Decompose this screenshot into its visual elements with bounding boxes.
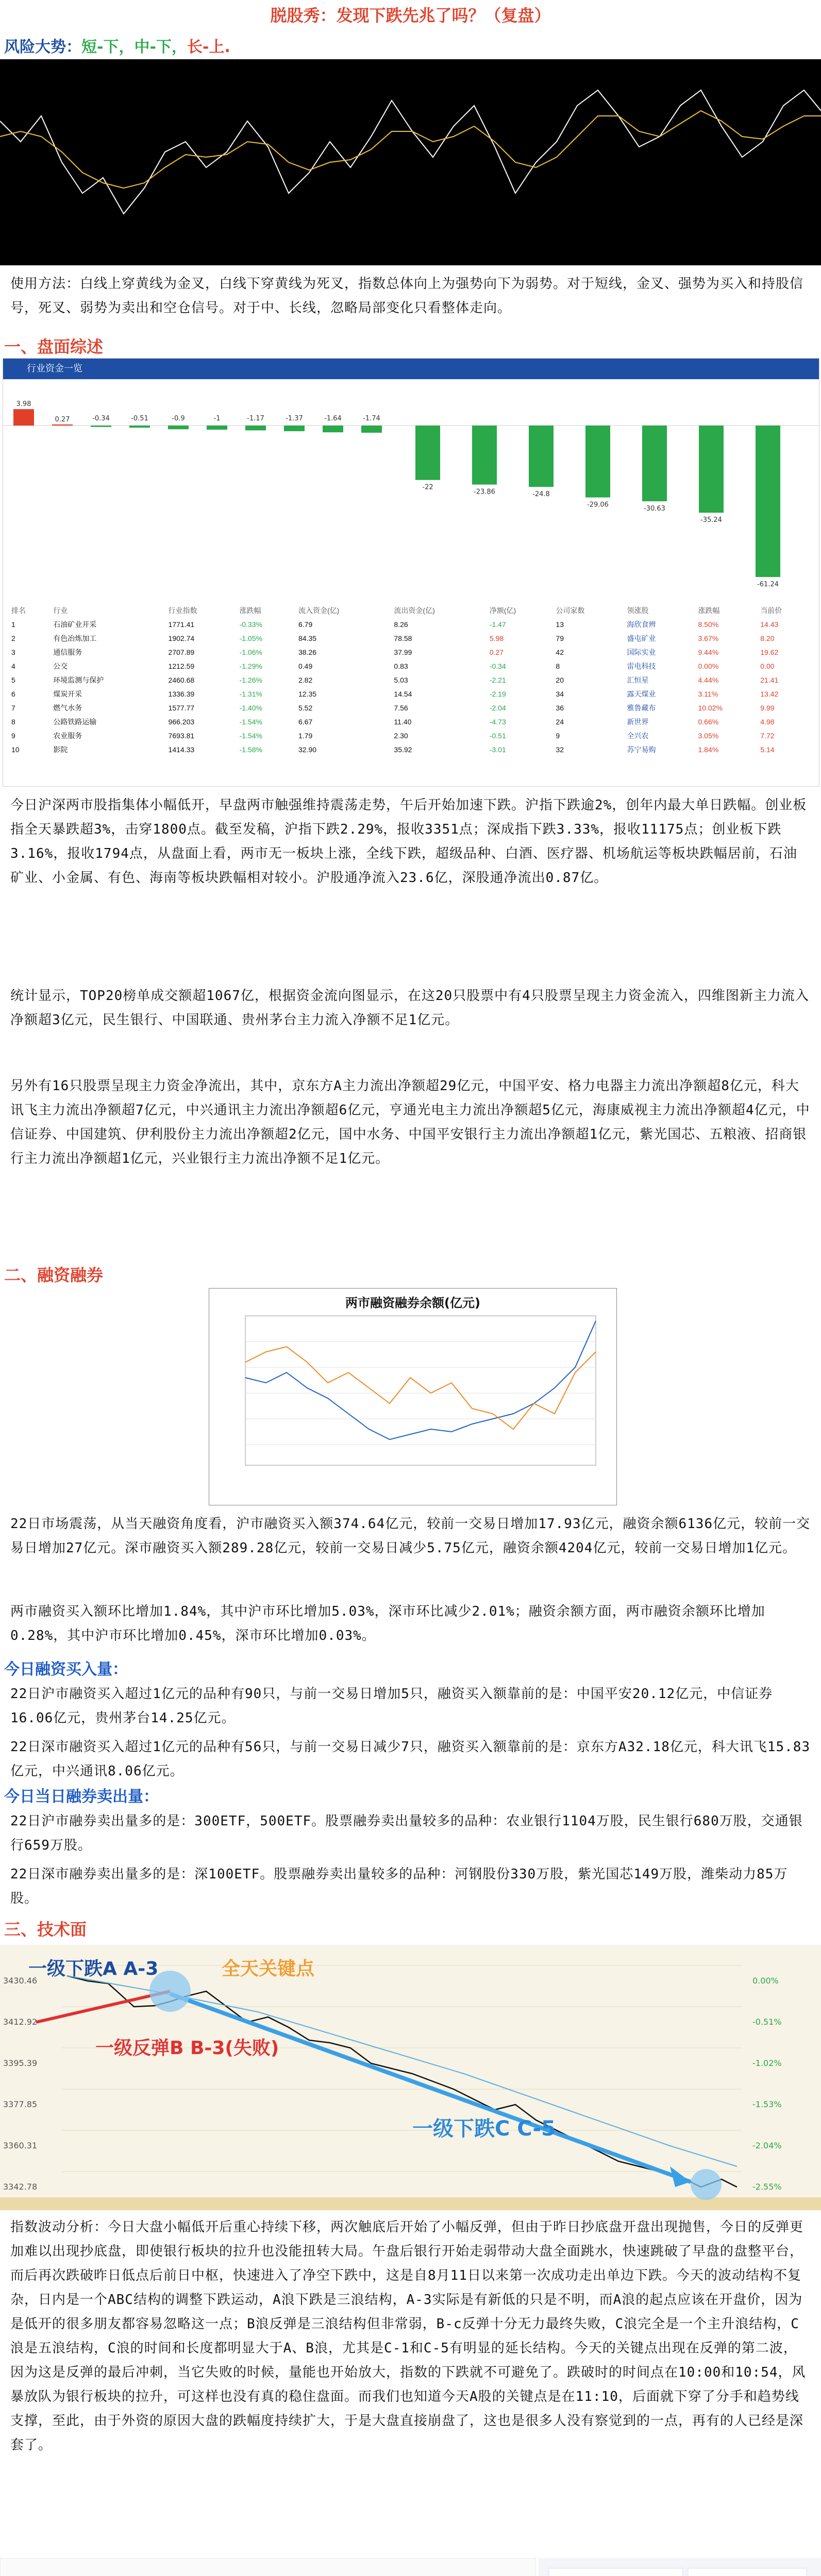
section2-paragraph-1: 22日市场震荡，从当天融资角度看，沪市融资买入额374.64亿元，较前一交易日增加17.93亿元，融资余额6136亿元，较前一交易日增加27亿元。深市融资买入额289.28亿元，较前一交易日减少5.75亿元，融资余额4204亿元，较前一交易日增加1亿元。: [10, 1516, 811, 1556]
table-cell: 雅鲁藏布: [627, 703, 656, 712]
section2-sub1-heading: 今日融资买入量：: [4, 1660, 128, 1679]
industry-bar: [13, 409, 34, 426]
table-cell: 2: [11, 634, 15, 642]
table-cell: 4.98: [760, 717, 775, 726]
table-cell: 0.83: [394, 662, 408, 670]
risk-trend-line: [4, 34, 230, 57]
table-cell: 6.67: [298, 717, 313, 726]
intraday-wave-svg: [0, 1945, 821, 2210]
industry-bar-label: -1.74: [363, 415, 380, 422]
table-cell: 32.90: [298, 745, 317, 754]
industry-bar-label: -23.86: [474, 488, 495, 496]
table-cell: -1.54%: [239, 731, 262, 740]
table-cell: -1.29%: [239, 662, 262, 670]
table-row[interactable]: [8, 701, 814, 715]
table-cell: 国际实业: [627, 648, 656, 656]
table-cell: 1336.39: [168, 689, 195, 698]
intraday-wave-chart: [0, 1945, 821, 2210]
table-row[interactable]: [8, 715, 814, 728]
section1-paragraph-2: 统计显示，TOP20榜单成交额超1067亿，根据资金流向图显示，在这20只股票中有4只股票呈现主力资金流入，四维图新主力流入净额超3亿元，民生银行、中国联通、贵州茅台主力流入净额不足1亿元。: [10, 988, 809, 1028]
table-cell: 6: [11, 689, 15, 698]
table-cell: 有色冶炼加工: [53, 634, 97, 642]
table-cell: 0.00%: [698, 662, 719, 670]
table-cell: 8.20: [760, 634, 775, 642]
industry-bar-label: 3.98: [16, 400, 31, 409]
table-cell: 2.30: [394, 731, 408, 740]
table-cell: -1.58%: [239, 745, 262, 754]
table-header-cell: 公司家数: [556, 606, 585, 615]
table-cell: 8.26: [394, 620, 408, 629]
page-title: 脱股秀：发现下跌先兆了吗？（复盘）: [270, 6, 551, 25]
table-cell: 7: [11, 703, 15, 712]
industry-bar-label: -1.37: [286, 415, 303, 422]
table-cell: -1.31%: [239, 689, 262, 698]
industry-bar: [642, 426, 667, 501]
industry-bar-label: -0.9: [172, 415, 185, 422]
table-cell: 11.40: [394, 717, 412, 726]
table-row[interactable]: [8, 645, 814, 659]
industry-bar-label: 0.27: [55, 415, 70, 423]
table-cell: 2707.89: [168, 648, 195, 656]
table-cell: 12.35: [298, 689, 317, 698]
side-list-row: [549, 2568, 683, 2576]
table-cell: 0.00: [760, 662, 775, 670]
table-cell: 公交: [53, 662, 68, 670]
table-cell: 7.72: [760, 731, 775, 740]
industry-panel-header: [3, 359, 819, 379]
table-cell: 8: [556, 662, 560, 670]
table-header-cell: 涨跌幅: [239, 606, 261, 615]
trend-line-chart: [0, 59, 821, 265]
section2-sub1-paragraph-2: 22日深市融资买入超过1亿元的品种有56只，与前一交易日减少7只，融资买入额靠前的是：京东方A32.18亿元，科大讯飞15.83亿元，中兴通讯8.06亿元。: [10, 1739, 811, 1779]
section1-heading: 一、盘面综述: [4, 337, 104, 357]
industry-bar: [361, 426, 382, 433]
table-cell: 34: [556, 689, 564, 698]
industry-bar-label: -29.06: [587, 501, 609, 509]
section2-sub2-paragraph-1: 22日沪市融券卖出量多的是：300ETF，500ETF。股票融券卖出量较多的品种：农业银行1104万股，民生银行680万股，交通银行659万股。: [10, 1814, 803, 1853]
table-cell: -1.06%: [239, 648, 262, 656]
intraday-volume-strip: [0, 2197, 821, 2210]
section2-sub2-heading: 今日当日融券卖出量：: [4, 1788, 159, 1806]
table-cell: 0.49: [298, 662, 313, 670]
industry-bar: [168, 426, 189, 429]
table-cell: 13.42: [760, 689, 779, 698]
industry-bar-label: -61.24: [757, 580, 779, 588]
table-cell: 石油矿业开采: [53, 620, 97, 629]
y-axis-tick-right: -2.04%: [752, 2141, 782, 2150]
table-cell: 37.99: [394, 648, 412, 656]
table-cell: 6.79: [298, 620, 313, 629]
industry-bar: [207, 426, 227, 430]
table-cell: 20: [556, 675, 564, 684]
table-cell: 0.27: [489, 648, 504, 656]
table-header-cell: 排名: [11, 606, 26, 615]
wave-c-arrow: [170, 1994, 691, 2182]
table-row[interactable]: [8, 631, 814, 645]
table-row[interactable]: [8, 687, 814, 701]
y-axis-tick-right: 0.00%: [752, 1976, 779, 1986]
table-cell: 汇恒星: [627, 675, 649, 684]
table-cell: 1.84%: [698, 745, 719, 754]
wave-b-label: 一级反弹B B-3(失败): [95, 2038, 279, 2059]
table-header-cell: 当前价: [760, 606, 782, 615]
margin-balance-chart: [209, 1288, 617, 1505]
industry-bar: [129, 426, 150, 428]
table-cell: 7.56: [394, 703, 408, 712]
table-cell: 24: [556, 717, 564, 726]
table-cell: 海欣食辨: [627, 620, 656, 629]
industry-bar: [472, 426, 497, 485]
table-cell: 露天煤业: [627, 689, 656, 698]
table-cell: 13: [556, 620, 564, 629]
table-cell: 全兴农: [627, 731, 649, 740]
table-cell: 8.50%: [698, 620, 719, 629]
table-cell: 8: [11, 717, 15, 726]
y-axis-tick-left: 3360.31: [3, 2141, 38, 2150]
section2-heading: 二、融资融券: [4, 1265, 104, 1285]
industry-bar-label: -1: [213, 415, 221, 422]
table-cell: -1.47: [489, 620, 506, 629]
industry-bar: [585, 426, 610, 497]
industry-bar: [756, 426, 780, 577]
table-cell: 苏宁易购: [627, 745, 656, 754]
table-cell: 3.67%: [698, 634, 719, 642]
wave-c-arrowhead: [670, 2166, 691, 2187]
table-cell: 21.41: [760, 675, 779, 684]
y-axis-tick-right: -0.51%: [752, 2017, 782, 2027]
table-cell: 5: [11, 675, 15, 684]
table-cell: -3.01: [489, 745, 506, 754]
fund-flow-side-panel: [539, 2558, 821, 2576]
section2-paragraph-2: 两市融资买入额环比增加1.84%，其中沪市环比增加5.03%，深市环比减少2.01%；融资余额方面，两市融资余额环比增加0.28%，其中沪市环比增加0.45%，深市环比增加0.03%。: [10, 1604, 765, 1643]
table-cell: -4.73: [489, 717, 506, 726]
table-cell: 1.79: [298, 731, 313, 740]
wave-c-label: 一级下跌C C-5: [412, 2117, 556, 2141]
table-cell: 2.82: [298, 675, 313, 684]
table-header-cell: 流出资金(亿): [394, 606, 435, 615]
table-cell: 2460.68: [168, 675, 195, 684]
table-cell: 966.203: [168, 717, 195, 726]
industry-bar: [529, 426, 554, 487]
table-cell: 影院: [53, 745, 68, 754]
section1-paragraph-1: 今日沪深两市股指集体小幅低开，早盘两市触强维持震荡走势，午后开始加速下跌。沪指下跌逾2%，创年内最大单日跌幅。创业板指全天暴跌超3%，击穿1800点。截至发稿，沪指下跌2.29%，报收3351点；深成指下跌3.33%，报收11175点；创业板下跌3.16%，报收1794点，从盘面上看，两市无一板块上涨，全线下跌，超级品种、白酒、医疗器、机场航运等板块跌幅居前，石油矿业、小金属、有色、海南等板块跌幅相对较小。沪股通净流入23.6亿，深股通净流出0.87亿。: [10, 798, 807, 886]
table-cell: -0.51: [489, 731, 506, 740]
table-cell: -0.34: [489, 662, 506, 670]
industry-bar: [52, 425, 73, 426]
table-cell: 1577.77: [168, 703, 195, 712]
table-cell: -1.05%: [239, 634, 262, 642]
y-axis-tick-left: 3395.39: [3, 2058, 38, 2068]
y-axis-tick-left: 3412.92: [3, 2017, 38, 2027]
y-axis-tick-right: -1.02%: [752, 2058, 782, 2068]
table-cell: 42: [556, 648, 564, 656]
table-cell: 盛屯矿业: [627, 634, 656, 642]
table-cell: 38.26: [298, 648, 317, 656]
industry-table: [8, 603, 814, 756]
table-header-cell: 行业: [53, 606, 68, 615]
table-cell: 84.35: [298, 634, 317, 642]
industry-bar: [284, 426, 305, 431]
table-cell: 9.99: [760, 703, 775, 712]
table-cell: 9.44%: [698, 648, 719, 656]
industry-table-header: [8, 603, 814, 617]
table-cell: 4.44%: [698, 675, 719, 684]
table-cell: 0.66%: [698, 717, 719, 726]
industry-bar: [323, 426, 343, 432]
table-cell: 19.62: [760, 648, 779, 656]
intro-paragraph: 使用方法：白线上穿黄线为金叉，白线下穿黄线为死叉，指数总体向上为强势向下为弱势。对于短线，金叉、强势为买入和持股信号，死叉、弱势为卖出和空仓信号。对于中、长线，忽略局部变化只看整体走向。: [10, 276, 804, 316]
table-header-cell: 净额(亿): [489, 606, 516, 615]
table-cell: 14.54: [394, 689, 412, 698]
section2-sub1-paragraph-1: 22日沪市融资买入超过1亿元的品种有90只，与前一交易日增加5只，融资买入额靠前的是：中国平安20.12亿元，中信证券16.06亿元，贵州茅台14.25亿元。: [10, 1686, 773, 1726]
y-axis-tick-right: -2.55%: [752, 2182, 782, 2192]
industry-bar-label: -30.63: [644, 505, 665, 513]
white-trend-line: [0, 90, 821, 214]
table-cell: 79: [556, 634, 564, 642]
table-cell: 通信服务: [53, 648, 82, 656]
fund-flow-pie: [539, 2558, 821, 2576]
table-cell: 9: [11, 731, 15, 740]
table-cell: 5.98: [489, 634, 504, 642]
table-cell: 雷电科技: [627, 662, 656, 670]
low-point-marker: [691, 2169, 722, 2200]
industry-table-body: [8, 617, 814, 756]
table-cell: 32: [556, 745, 564, 754]
table-cell: 14.43: [760, 620, 779, 629]
industry-bar-label: -1.17: [247, 415, 264, 422]
intraday-y-axis-right: [752, 1960, 782, 2208]
risk-long: 长-上.: [187, 38, 230, 56]
intraday-y-axis-left: [3, 1960, 37, 2208]
table-row[interactable]: [8, 659, 814, 673]
table-cell: 10: [11, 745, 20, 754]
table-row[interactable]: [8, 673, 814, 687]
table-cell: 1771.41: [168, 620, 195, 629]
section3-paragraph-1: 指数波动分析：今日大盘小幅低开后重心持续下移，两次触底后开始了小幅反弹，但由于昨日抄底盘开盘出现抛售，今日的反弹更加难以出现抄底盘，即使银行板块的拉升也没能扭转大局。午盘后银行开始走弱带动大盘全面跳水，快速跳破了早盘的盘整平台，而后再次跌破昨日低点后前日中枢，快速进入了净空下跌中，这是自8月11日以来第一次成功走出单边下跌。今天的波动结构不复杂，日内是一个ABC结构的调整下跌运动，A浪下跌是三浪结构，A-3实际是有新低的只是不明，而A浪的起点应该在开盘价，因为是低开的很多朋友都容易忽略这一点；B浪反弹是三浪结构但非常弱，B-c反弹十分无力最终失败，C浪完全是一个主升浪结构，C浪是五浪结构，C浪的时间和长度都明显大于A、B浪，尤其是C-1和C-5有明显的延长结构。今天的关键点出现在反弹的第二波，因为这是反弹的最后冲刺，当它失败的时候，量能也开始放大，指数的下跌就不可避免了。跌破时的时间点在10:00和10:54，风暴放队为银行板块的拉升，可这样也没有真的稳住盘面。而我们也知道今天A股的关键点是在11:10，后面就下穿了分手和趋势线支撑，至此，由于外资的原因大盘的跌幅度持续扩大，于是大盘直接崩盘了，这也是很多人没有察觉到的一点，再有的人已经是深套了。: [10, 2219, 806, 2453]
table-cell: -2.04: [489, 703, 506, 712]
table-row[interactable]: [8, 742, 814, 756]
risk-prefix: 风险大势：: [4, 38, 81, 56]
table-header-cell: 行业指数: [168, 606, 197, 615]
table-cell: 10.02%: [698, 703, 723, 712]
industry-bar-label: -0.51: [131, 415, 148, 422]
fund-flow-dashboard: [0, 2558, 821, 2576]
table-row[interactable]: [8, 728, 814, 742]
yellow-trend-line: [0, 111, 821, 188]
fund-flow-lines: [0, 2558, 536, 2576]
industry-bar-label: -0.34: [92, 415, 110, 422]
positive-bars: [13, 400, 382, 433]
industry-bar: [699, 426, 724, 513]
table-cell: 燃气水务: [53, 703, 82, 712]
industry-bar-label: -22: [422, 483, 433, 492]
industry-bar-label: -35.24: [700, 516, 722, 524]
y-axis-tick-left: 3377.85: [3, 2099, 38, 2109]
table-cell: 7693.81: [168, 731, 195, 740]
table-cell: 36: [556, 703, 564, 712]
table-cell: 3.05%: [698, 731, 719, 740]
table-header-cell: 流入资金(亿): [298, 606, 340, 615]
table-cell: 5.03: [394, 675, 408, 684]
trend-line-svg: [0, 59, 821, 265]
table-cell: 5.14: [760, 745, 775, 754]
table-cell: 煤炭开采: [53, 689, 82, 698]
risk-mid: 中-下，: [134, 38, 187, 56]
section1-paragraph-3: 另外有16只股票呈现主力资金净流出，其中，京东方A主力流出净额超29亿元，中国平安、格力电器主力流出净额超8亿元，科大讯飞主力流出净额超7亿元，中兴通讯主力流出净额超6亿元，亨通光电主力流出净额超5亿元，海康威视主力流出净额超4亿元，中信证券、中国建筑、伊利股份主力流出净额超2亿元，国中水务、中国平安银行主力流出净额超1亿元，紫光国芯、五粮液、招商银行主力流出净额超1亿元，兴业银行主力流出净额不足1亿元。: [10, 1078, 810, 1166]
table-cell: 1: [11, 620, 15, 629]
table-cell: 5.52: [298, 703, 313, 712]
table-cell: 3.11%: [698, 689, 718, 698]
industry-bar: [91, 426, 111, 427]
table-cell: 1902.74: [168, 634, 195, 642]
industry-bar-chart: [3, 379, 819, 596]
table-row[interactable]: [8, 617, 814, 631]
table-cell: 环境监测与保护: [53, 675, 104, 684]
table-cell: -1.54%: [239, 717, 262, 726]
table-cell: 新世界: [627, 717, 649, 726]
y-axis-tick-left: 3342.78: [3, 2182, 38, 2192]
table-cell: -1.40%: [239, 703, 262, 712]
margin-chart-title: 两市融资融券余额(亿元): [345, 1296, 480, 1310]
table-cell: -2.21: [489, 675, 506, 684]
table-cell: 1414.33: [168, 745, 195, 754]
wave-a-label: 一级下跌A A-3: [28, 1958, 159, 1979]
industry-bar: [415, 426, 440, 480]
industry-bar-label: -24.8: [532, 490, 550, 499]
risk-short: 短-下，: [81, 38, 135, 56]
table-header-cell: 涨跌幅: [698, 606, 720, 615]
section3-heading: 三、技术面: [4, 1920, 87, 1939]
table-cell: 农业服务: [53, 731, 82, 740]
table-cell: 35.92: [394, 745, 412, 754]
table-cell: 公路铁路运输: [53, 717, 97, 726]
table-header-cell: 领涨股: [627, 606, 649, 615]
table-cell: 78.58: [394, 634, 412, 642]
table-cell: 1212.59: [168, 662, 195, 670]
y-axis-tick-left: 3430.46: [3, 1976, 38, 1986]
y-axis-tick-right: -1.53%: [752, 2099, 782, 2109]
table-cell: -0.33%: [239, 620, 262, 629]
table-cell: 3: [11, 648, 15, 656]
margin-chart-svg: [209, 1311, 616, 1501]
table-cell: 9: [556, 731, 560, 740]
industry-bar: [245, 426, 266, 430]
negative-bars: [415, 426, 780, 588]
table-cell: -1.26%: [239, 675, 262, 684]
industry-bar-label: -1.64: [324, 415, 342, 422]
table-cell: 4: [11, 662, 15, 670]
industry-panel-title: 行业资金一览: [27, 363, 82, 374]
side-list-row: [688, 2568, 807, 2576]
industry-fund-panel: [3, 358, 819, 787]
table-cell: -2.19: [489, 689, 506, 698]
key-point-label: 全天关键点: [222, 1958, 315, 1979]
section2-sub2-paragraph-2: 22日深市融券卖出量多的是：深100ETF。股票融券卖出量较多的品种：河钢股份330万股，紫光国芯149万股，潍柴动力85万股。: [10, 1867, 788, 1906]
